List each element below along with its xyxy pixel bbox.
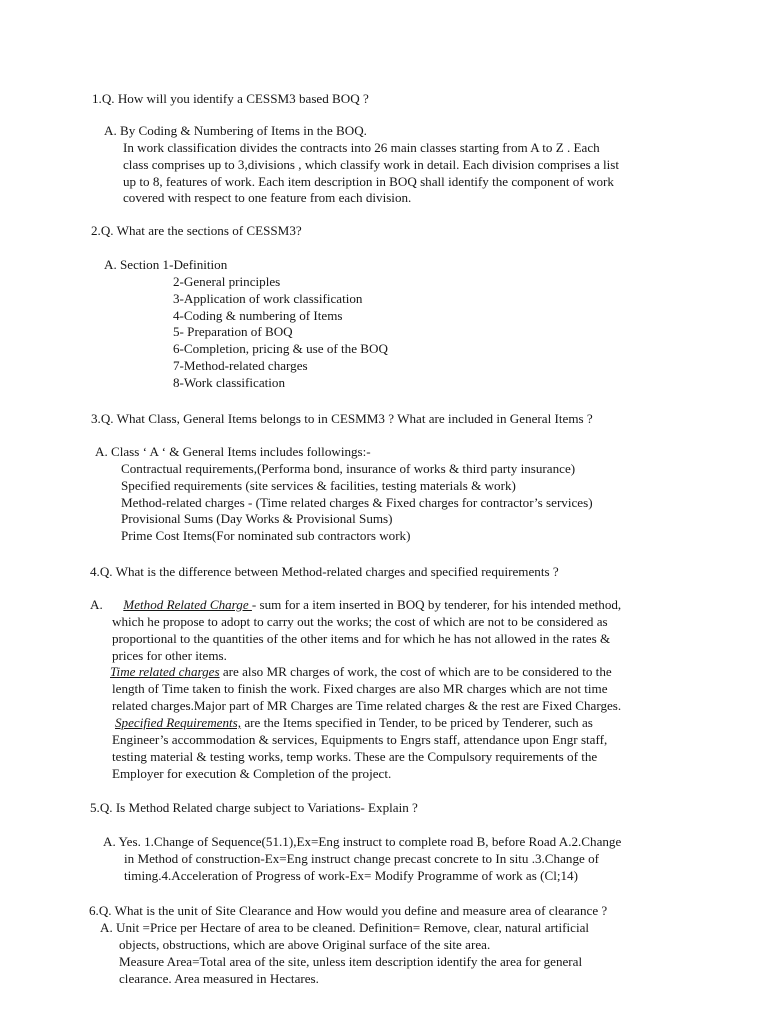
answer-4-trc-cont bbox=[112, 681, 621, 715]
general-item-4: Provisional Sums (Day Works & Provisional Sums) bbox=[121, 511, 393, 527]
answer-4-prefix: A. bbox=[90, 597, 103, 612]
answer-4-sr-cont bbox=[112, 732, 607, 782]
sr-line-3: testing material & testing works, temp works. These are the Compulsory requirements of the bbox=[112, 748, 598, 764]
method-related-charge-definition: - sum for a item inserted in BOQ by tenderer, for his intended method, bbox=[251, 597, 622, 612]
answer-1-body bbox=[123, 140, 619, 207]
answer-1-line-3: class comprises up to 3,divisions , which classify work in detail. Each division comprises a list bbox=[123, 156, 620, 172]
question-4: 4.Q. What is the difference between Method-related charges and specified requirements ? bbox=[90, 564, 559, 579]
answer-3-items bbox=[121, 461, 593, 545]
specified-requirements-term: Specified Requirements, bbox=[115, 715, 242, 730]
section-item-4: 4-Coding & numbering of Items bbox=[173, 307, 343, 323]
specified-requirements-definition: are the Items specified in Tender, to be priced by Tenderer, such as bbox=[241, 715, 593, 730]
question-5: 5.Q. Is Method Related charge subject to Variations- Explain ? bbox=[90, 800, 418, 815]
section-item-7: 7-Method-related charges bbox=[173, 357, 308, 373]
section-item-8: 8-Work classification bbox=[173, 374, 286, 390]
answer-1-line-1: A. By Coding & Numbering of Items in the BOQ. bbox=[104, 123, 367, 138]
general-item-5: Prime Cost Items(For nominated sub contractors work) bbox=[121, 528, 411, 544]
answer-6-line-2: objects, obstructions, which are above Original surface of the site area. bbox=[119, 937, 491, 952]
answer-5-body bbox=[124, 851, 599, 885]
question-6: 6.Q. What is the unit of Site Clearance and How would you define and measure area of clearance ? bbox=[89, 903, 608, 918]
general-item-2: Specified requirements (site services & facilities, testing materials & work) bbox=[121, 477, 516, 493]
answer-6-line-3: Measure Area=Total area of the site, unless item description identify the area for general bbox=[119, 953, 583, 969]
trc-line-3: related charges.Major part of MR Charges are Time related charges & the rest are Fixed Charges. bbox=[112, 697, 622, 713]
answer-3-lead: A. Class ‘ A ‘ & General Items includes followings:- bbox=[95, 444, 371, 459]
section-item-2: 2-General principles bbox=[173, 274, 281, 289]
answer-5-line-1: A. Yes. 1.Change of Sequence(51.1),Ex=Eng instruct to complete road B, before Road A.2.Change bbox=[103, 834, 622, 849]
answer-1-line-5: covered with respect to one feature from each division. bbox=[123, 190, 412, 206]
mrc-line-4: prices for other items. bbox=[112, 647, 227, 663]
answer-4-mrc-line-1 bbox=[90, 597, 621, 614]
mrc-line-2: which he propose to adopt to carry out the works; the cost of which are not to be considered as bbox=[112, 614, 608, 629]
answer-2-lead: A. Section 1-Definition bbox=[104, 257, 228, 272]
general-item-3: Method-related charges - (Time related charges & Fixed charges for contractor’s services) bbox=[121, 494, 593, 510]
answer-2-sections bbox=[173, 274, 388, 392]
method-related-charge-term: Method Related Charge bbox=[123, 597, 252, 612]
section-item-6: 6-Completion, pricing & use of the BOQ bbox=[173, 341, 388, 357]
section-item-5: 5- Preparation of BOQ bbox=[173, 324, 293, 340]
answer-4-sr-line-1 bbox=[115, 715, 593, 732]
answer-1-line-4: up to 8, features of work. Each item description in BOQ shall identify the component of work bbox=[123, 173, 614, 189]
answer-6-line-4: clearance. Area measured in Hectares. bbox=[119, 970, 319, 986]
answer-5-line-2: in Method of construction-Ex=Eng instruct change precast concrete to In situ .3.Change of bbox=[124, 851, 599, 866]
trc-line-2: length of Time taken to finish the work. Fixed charges are also MR charges which are not time bbox=[112, 681, 608, 696]
answer-4-mrc-cont bbox=[112, 614, 610, 664]
section-item-3: 3-Application of work classification bbox=[173, 290, 363, 306]
answer-5-line-3: timing.4.Acceleration of Progress of work-Ex= Modify Programme of work as (Cl;14) bbox=[124, 867, 578, 883]
answer-4-trc-line-1 bbox=[110, 664, 612, 681]
question-3: 3.Q. What Class, General Items belongs to in CESMM3 ? What are included in General Items ? bbox=[91, 411, 593, 426]
sr-line-4: Employer for execution & Completion of the project. bbox=[112, 765, 392, 781]
question-1: 1.Q. How will you identify a CESSM3 based BOQ ? bbox=[92, 91, 369, 106]
general-item-1: Contractual requirements,(Performa bond, insurance of works & third party insurance) bbox=[121, 461, 576, 476]
sr-line-2: Engineer’s accommodation & services, Equipments to Engrs staff, attendance upon Engr staff, bbox=[112, 732, 608, 747]
answer-1-line-2: In work classification divides the contracts into 26 main classes starting from A to Z . Each bbox=[123, 140, 600, 155]
mrc-line-3: proportional to the quantities of the other items and for which he has not allowed in the rates & bbox=[112, 630, 611, 646]
time-related-charges-term: Time related charges bbox=[110, 664, 220, 679]
answer-6-line-1: A. Unit =Price per Hectare of area to be cleaned. Definition= Remove, clear, natural artificial bbox=[100, 920, 590, 935]
answer-6-body bbox=[119, 937, 582, 987]
question-2: 2.Q. What are the sections of CESSM3? bbox=[91, 223, 302, 238]
time-related-charges-definition: are also MR charges of work, the cost of which are to be considered to the bbox=[219, 664, 612, 679]
